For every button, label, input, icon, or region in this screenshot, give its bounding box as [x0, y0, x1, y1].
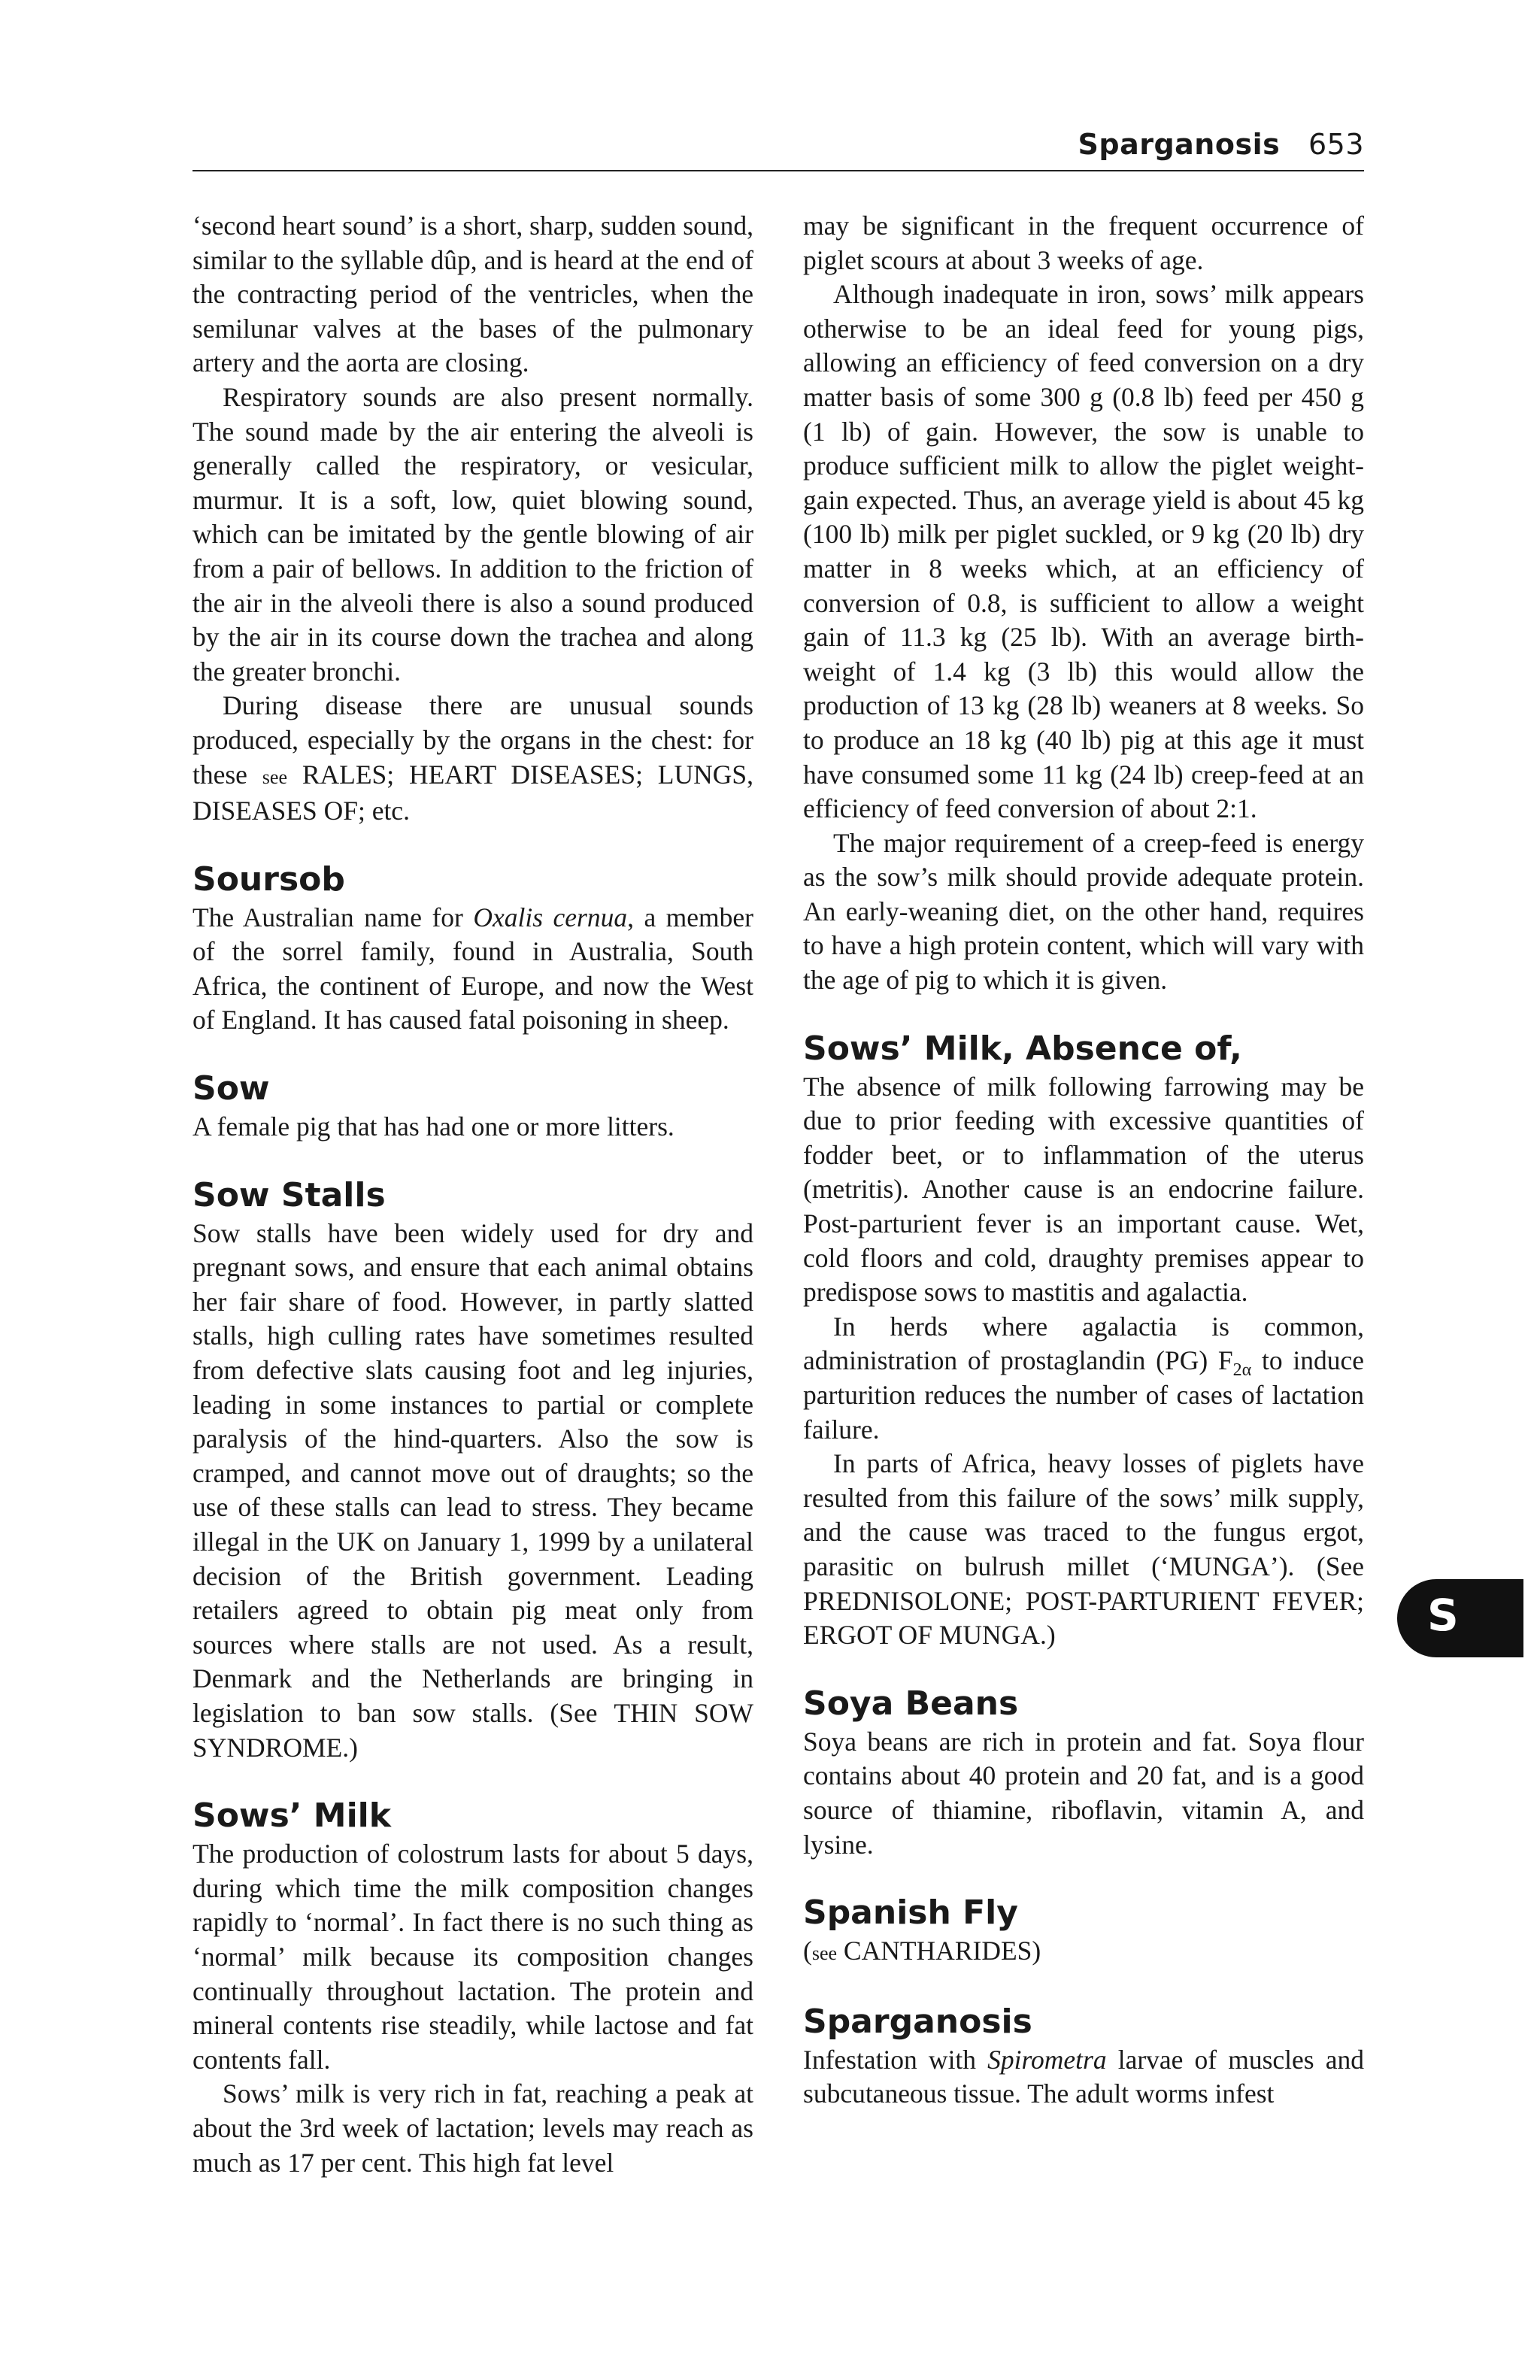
see-label: See: [1325, 1551, 1364, 1581]
paragraph-disease-sounds: [192, 689, 753, 828]
cross-reference: MUNGA: [1169, 1551, 1270, 1581]
see-label: see: [811, 1942, 838, 1965]
heading-sparganosis: Sparganosis: [803, 2002, 1032, 2041]
cross-reference: PREDNISOLONE; POST-PARTURIENT FEVER; ERGOT OF MUNGA: [803, 1585, 1364, 1651]
subscript: 2α: [1232, 1360, 1252, 1381]
disease-text: During disease there are unusual sounds produced, especially by the organs in the chest: for these: [192, 690, 753, 790]
stalls-end: .): [342, 1732, 358, 1763]
paragraph-heart-sound: ‘second heart sound’ is a short, sharp, sudden sound, similar to the syllable dûp, and is heard at the end of the contracting period of the ventricles, when the semilunar valves at the bases of the pulmonary artery and the aorta are closing.: [192, 211, 753, 378]
heading-sows-milk: Sows’ Milk: [192, 1796, 391, 1836]
paragraph-agalactia: [803, 1310, 1364, 1447]
heading-sow-stalls: Sow Stalls: [192, 1175, 386, 1214]
soursob-text: The Australian name for: [192, 902, 474, 932]
paragraph-iron: Although inadequate in iron, sows’ milk appears otherwise to be an ideal feed for young pigs, allowing an efficiency of feed conversion on a dry matter basis of some 300 g (0.8 lb) feed per 450 g (1 lb) of gain. However, the sow is unable to produce sufficient milk to allow the piglet weight-gain expected. Thus, an average yield is about 45 kg (100 lb) milk per piglet suckled, or 9 kg (20 lb) dry matter in 8 weeks which, at an efficiency of conversion of 0.8, is sufficient to allow a weight gain of 11.3 kg (25 lb). With an average birth-weight of 1.4 kg (3 lb) this would allow the production of 13 kg (28 lb) weaners at 8 weeks. So to produce an 18 kg (40 lb) pig at this age it must have consumed some 11 kg (24 lb) creep-feed at an efficiency of feed conversion of about 2:1.: [803, 279, 1364, 824]
heading-spanish-fly: Spanish Fly: [803, 1893, 1018, 1933]
page-number: 653: [1308, 128, 1364, 161]
disease-end: ; etc.: [357, 796, 410, 826]
paragraph-milk-absence: The absence of milk following farrowing may be due to prior feeding with excessive quantities of fodder beet, or to inflammation of the uterus (metritis). Another cause is an endocrine failure. Post-parturient fever is an important cause. Wet, cold floors and cold, draughty premises appear to predispose sows to mastitis and agalactia.: [803, 1071, 1364, 1308]
heading-sow: Sow: [192, 1069, 270, 1108]
paragraph-spanish-fly: [803, 1934, 1364, 1971]
paragraph-sow-stalls: [192, 1217, 753, 1766]
see-label: see: [262, 766, 287, 788]
paragraph-sow: A female pig that has had one or more litters.: [192, 1111, 675, 1142]
species-name: Oxalis cernua: [473, 902, 628, 932]
thumb-index-tab: [1397, 1579, 1523, 1657]
paragraph-continuation: may be significant in the frequent occurrence of piglet scours at about 3 weeks of age.: [803, 211, 1364, 275]
right-column: [803, 209, 1364, 2112]
paragraph-africa: [803, 1447, 1364, 1653]
paragraph-creep-feed: The major requirement of a creep-feed is energy as the sow’s milk should provide adequate protein. An early-weaning diet, on the other hand, requires to have a high protein content, which will vary with the age of pig to which it is given.: [803, 827, 1364, 996]
heading-soursob: Soursob: [192, 860, 345, 899]
africa-text: In parts of Africa, heavy losses of piglets have resulted from this failure of the sows’ milk supply, and the cause was traced to the fungus ergot, parasitic on bulrush millet (‘: [803, 1448, 1364, 1581]
africa-text-mid: ’). (: [1269, 1551, 1326, 1581]
sparganosis-text: Infestation with: [803, 2044, 988, 2075]
paren-close: ): [1032, 1936, 1041, 1966]
agalactia-text-end: to induce parturition reduces the number of cases of lactation failure.: [803, 1345, 1364, 1445]
cross-reference: THIN SOW SYNDROME: [192, 1697, 754, 1763]
africa-end: .): [1039, 1620, 1056, 1651]
cross-reference: CANTHARIDES: [843, 1936, 1032, 1966]
paragraph-colostrum: The production of colostrum lasts for about 5 days, during which time the milk composition changes rapidly to ‘normal’. In fact there is no such thing as ‘normal’ milk because its composition changes continually throughout lactation. The protein and mineral contents rise steadily, while lactose and fat contents fall.: [192, 1839, 753, 2075]
paragraph-soya-beans: Soya beans are rich in protein and fat. Soya flour contains about 40 protein and 20 fat, and is a good source of thiamine, riboflavin, vitamin A, and lysine.: [803, 1726, 1364, 1860]
paragraph-respiratory-sounds: Respiratory sounds are also present normally. The sound made by the air entering the alveoli is generally called the respiratory, or vesicular, murmur. It is a soft, low, quiet blowing sound, which can be imitated by the gentle blowing of air from a pair of bellows. In addition to the friction of the air in the alveoli there is also a sound produced by the air in its course down the trachea and along the greater bronchi.: [192, 381, 753, 687]
left-column: [192, 209, 753, 2180]
heading-milk-absence: Sows’ Milk, Absence of,: [803, 1029, 1242, 1068]
paragraph-soursob: [192, 901, 753, 1038]
header-rule: [192, 170, 1364, 171]
paragraph-sparganosis: [803, 2043, 1364, 2112]
running-head: [1078, 128, 1365, 161]
soursob-text-end: , a member of the sorrel family, found in Australia, South Africa, the continent of Europe, and now the West of England. It has caused fatal poisoning in sheep.: [192, 902, 753, 1035]
paragraph-milk-fat: Sows’ milk is very rich in fat, reaching a peak at about the 3rd week of lactation; levels may reach as much as 17 per cent. This high fat level: [192, 2078, 753, 2178]
see-label: See: [559, 1697, 598, 1728]
species-name: Spirometra: [987, 2044, 1107, 2075]
stalls-text: Sow stalls have been widely used for dry and pregnant sows, and ensure that each animal obtains her fair share of food. However, in partly slatted stalls, high culling rates have sometimes resulted from defective slats causing foot and leg injuries, leading in some instances to partial or complete paralysis of the hind-quarters. Also the sow is cramped, and cannot move out of draughts; so the use of these stalls can lead to stress. They became illegal in the UK on January 1, 1999 by a unilateral decision of the British government. Leading retailers agreed to obtain pig meat only from sources where stalls are not used. As a result, Denmark and the Netherlands are bringing in legislation to ban sow stalls. (: [192, 1217, 753, 1728]
sparganosis-text-end: larvae of muscles and subcutaneous tissue. The adult worms infest: [803, 2044, 1364, 2109]
paren-open: (: [803, 1936, 812, 1966]
agalactia-text: In herds where agalactia is common, administration of prostaglandin (PG) F: [803, 1311, 1364, 1376]
running-head-title: Sparganosis: [1078, 128, 1281, 161]
thumb-index-letter: S: [1427, 1590, 1459, 1641]
heading-soya-beans: Soya Beans: [803, 1684, 1019, 1723]
running-header: [192, 126, 1364, 171]
cross-reference: RALES; HEART DISEASES; LUNGS, DISEASES OF: [192, 759, 753, 826]
